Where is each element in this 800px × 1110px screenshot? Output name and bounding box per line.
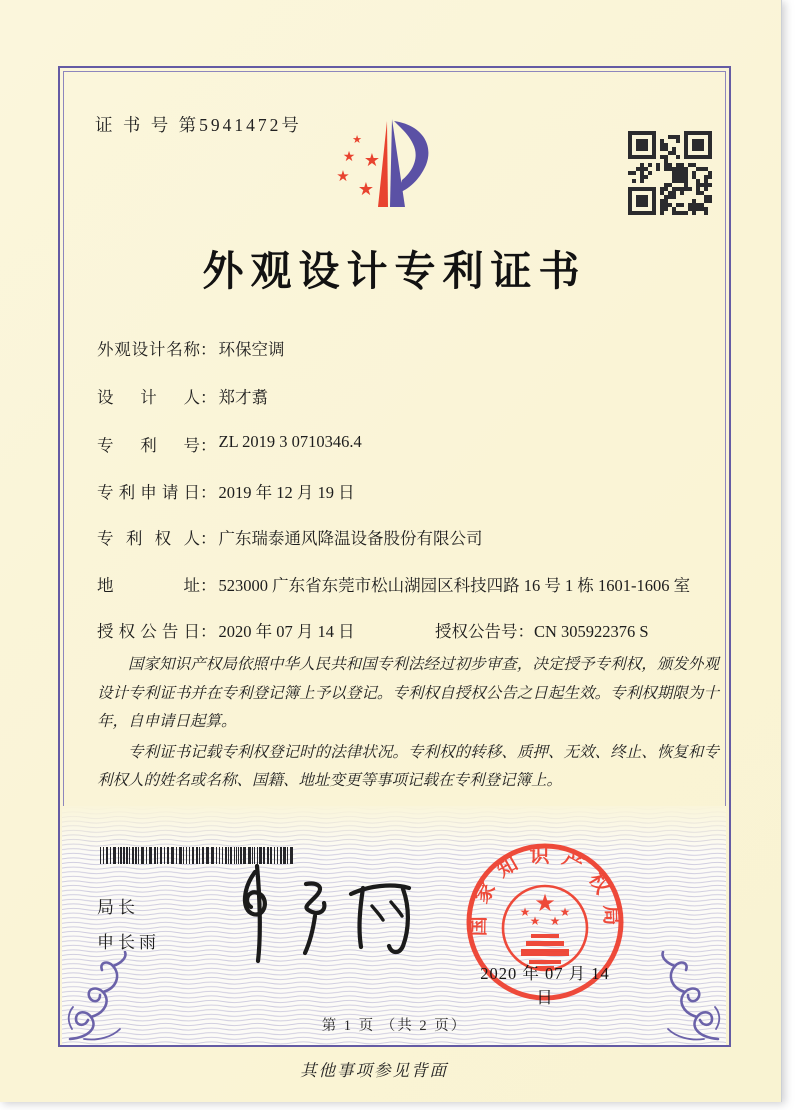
- certificate-title: 外观设计专利证书: [202, 248, 587, 294]
- field-value: 广东瑞泰通风降温设备股份有限公司: [218, 529, 483, 548]
- field-designer: 设计人： 郑才翥: [97, 384, 725, 408]
- field-label: 授权公告日: [97, 622, 200, 641]
- legal-paragraph-2: 专利证书记载专利权登记时的法律状况。专利权的转移、质押、无效、终止、恢复和专利权人的姓名或名称、国籍、地址变更等事项记载在专利登记簿上。: [97, 743, 719, 789]
- field-value: 2020 年 07 月 14 日: [218, 622, 355, 641]
- seal-date: 2020 年 07 月 14 日: [480, 964, 610, 1007]
- svg-text:★: ★: [529, 914, 541, 928]
- svg-text:★: ★: [357, 179, 375, 200]
- field-address: 地址： 523000 广东省东莞市松山湖园区科技四路 16 号 1 栋 1601-1606 室: [97, 572, 725, 600]
- field-label: 专利权人: [97, 529, 200, 548]
- field-patentee: 专利权人： 广东瑞泰通风降温设备股份有限公司: [97, 525, 725, 549]
- field-filing-date: 专利申请日： 2019 年 12 月 19 日: [97, 479, 725, 503]
- legal-paragraph-1: 国家知识产权局依照中华人民共和国专利法经过初步审查，决定授予专利权，颁发外观设计专利证书并在专利登记簿上予以登记。专利权自授权公告之日起生效。专利权期限为十年，自申请日起算。: [97, 656, 719, 730]
- logo-stars: [336, 133, 380, 200]
- field-grant-row: 授权公告日： 2020 年 07 月 14 日 授权公告号：CN 305922376 S: [97, 618, 725, 642]
- field-value: 郑才翥: [218, 388, 268, 407]
- legal-text: [97, 651, 719, 796]
- commissioner-name: 申长雨: [97, 933, 160, 952]
- field-label: 专利申请日: [97, 483, 200, 502]
- field-label: 设计人: [97, 388, 200, 407]
- field-grant-number: 授权公告号：CN 305922376 S: [435, 622, 649, 641]
- cnipa-logo-icon: [320, 108, 500, 238]
- svg-text:★: ★: [559, 905, 571, 919]
- signature-icon: [205, 858, 415, 968]
- svg-text:★: ★: [519, 905, 531, 919]
- svg-text:★: ★: [534, 889, 556, 917]
- commissioner-title: 局长: [97, 898, 139, 917]
- svg-text:★: ★: [336, 167, 350, 185]
- field-label: 授权公告号: [435, 622, 518, 641]
- svg-text:★: ★: [549, 914, 561, 928]
- field-design-name: 外观设计名称： 环保空调: [97, 336, 725, 360]
- field-value: CN 305922376 S: [534, 622, 649, 641]
- field-label: 地址: [97, 576, 200, 595]
- field-patent-number: 专利号： ZL 2019 3 0710346.4: [97, 432, 362, 455]
- certificate-number: 证 书 号 第5941472号: [95, 115, 302, 135]
- field-value: 523000 广东省东莞市松山湖园区科技四路 16 号 1 栋 1601-1606 室: [218, 576, 691, 595]
- field-value: 2019 年 12 月 19 日: [218, 483, 355, 502]
- svg-text:★: ★: [363, 150, 381, 171]
- page-number: 第 1 页 （共 2 页）: [321, 1018, 468, 1034]
- field-label: 外观设计名称: [97, 340, 200, 359]
- field-value: 环保空调: [218, 340, 285, 359]
- field-value: ZL 2019 3 0710346.4: [218, 432, 362, 451]
- back-side-note: 其他事项参见背面: [300, 1061, 448, 1080]
- svg-text:★: ★: [342, 149, 356, 165]
- national-emblem: [503, 886, 587, 970]
- logo-purple-wedge: [390, 119, 405, 207]
- field-label: 专利号: [97, 436, 200, 455]
- svg-text:★: ★: [352, 133, 362, 146]
- seal-ring-text: 国家知识产权局: [467, 844, 623, 937]
- qr-code-icon: [624, 127, 716, 219]
